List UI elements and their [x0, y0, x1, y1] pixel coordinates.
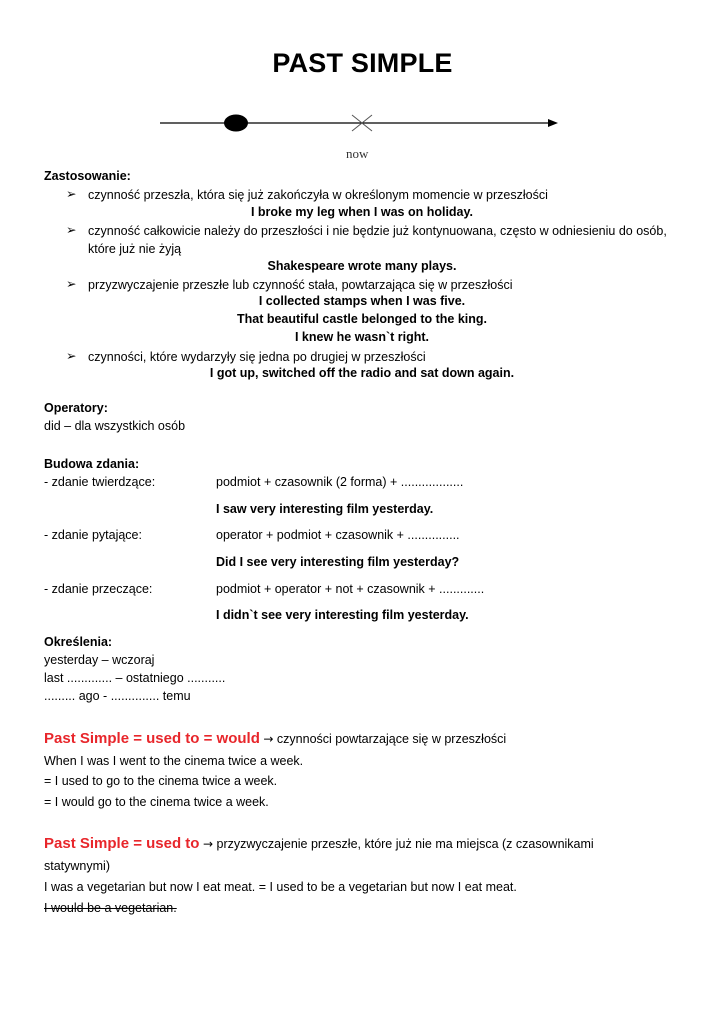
used-would-heading: Past Simple = used to = would	[44, 730, 260, 747]
used-would-description: czynności powtarzające się w przeszłości	[276, 732, 507, 746]
bullet-icon: ➢	[66, 187, 77, 201]
bullet-icon: ➢	[66, 277, 77, 291]
used-would-heading-row	[44, 730, 506, 747]
budowa-heading: Budowa zdania:	[44, 457, 140, 471]
example-line: I was a vegetarian but now I eat meat. = I used to be a vegetarian but now I eat meat.	[44, 880, 517, 894]
sentence-formula: podmiot + czasownik (2 forma) + ..................	[216, 475, 464, 489]
zastosowanie-heading: Zastosowanie:	[44, 169, 131, 183]
usage-example: I got up, switched off the radio and sat down again.	[209, 366, 515, 380]
usage-item-4: czynności, które wydarzyły się jedna po drugiej w przeszłości	[88, 350, 426, 364]
okreslenia-heading: Określenia:	[44, 635, 113, 649]
usage-item-1: czynność przeszła, która się już zakończyła w określonym momencie w przeszłości	[88, 188, 548, 202]
timeline-arrowhead	[548, 119, 558, 127]
usage-example: I broke my leg when I was on holiday.	[250, 205, 474, 219]
sentence-formula: podmiot + operator + not + czasownik + .............	[216, 582, 485, 596]
time-expression: ......... ago - .............. temu	[44, 689, 191, 703]
example-line: When I was I went to the cinema twice a week.	[44, 754, 304, 768]
bullet-icon: ➢	[66, 349, 77, 363]
used-to-heading: Past Simple = used to	[44, 835, 200, 852]
right-arrow-icon: →	[263, 732, 274, 746]
sentence-example: I saw very interesting film yesterday.	[216, 502, 434, 516]
sentence-example: Did I see very interesting film yesterday?	[216, 555, 460, 569]
sentence-type-label: - zdanie pytające:	[44, 528, 142, 542]
time-expression: last ............. – ostatniego ...........	[44, 671, 226, 685]
sentence-type-label: - zdanie twierdzące:	[44, 475, 156, 489]
used-to-heading-row	[44, 835, 594, 852]
timeline-diagram	[160, 110, 560, 140]
struck-example-line: I would be a vegetarian.	[44, 901, 177, 915]
used-to-description: przyzwyczajenie przeszłe, które już nie ma miejsca (z czasownikami	[216, 837, 594, 851]
page-title: PAST SIMPLE	[272, 48, 453, 78]
usage-item-2: czynność całkowicie należy do przeszłości i nie będzie już kontynuowana, często w odniesieniu do osób, które już nie żyją	[88, 224, 667, 256]
right-arrow-icon: →	[202, 837, 214, 851]
sentence-formula: operator + podmiot + czasownik + ...............	[216, 528, 460, 542]
usage-example: I collected stamps when I was five.	[258, 294, 466, 308]
operatory-heading: Operatory:	[44, 401, 108, 415]
past-point-marker	[224, 115, 248, 132]
sentence-example: I didn`t see very interesting film yesterday.	[216, 608, 469, 622]
sentence-type-label: - zdanie przeczące:	[44, 582, 153, 596]
usage-example: That beautiful castle belonged to the king.	[236, 312, 488, 326]
usage-item-3: przyzwyczajenie przeszłe lub czynność stała, powtarzająca się w przeszłości	[88, 278, 513, 292]
used-to-description-cont: statywnymi)	[44, 859, 110, 873]
usage-example: I knew he wasn`t right.	[294, 330, 430, 344]
bullet-icon: ➢	[66, 223, 77, 237]
operatory-text: did – dla wszystkich osób	[44, 419, 186, 433]
usage-example: Shakespeare wrote many plays.	[267, 259, 457, 273]
time-expression: yesterday – wczoraj	[44, 653, 155, 667]
timeline-now-label: now	[346, 146, 369, 161]
example-line: = I would go to the cinema twice a week.	[44, 795, 269, 809]
example-line: = I used to go to the cinema twice a week.	[44, 774, 278, 788]
